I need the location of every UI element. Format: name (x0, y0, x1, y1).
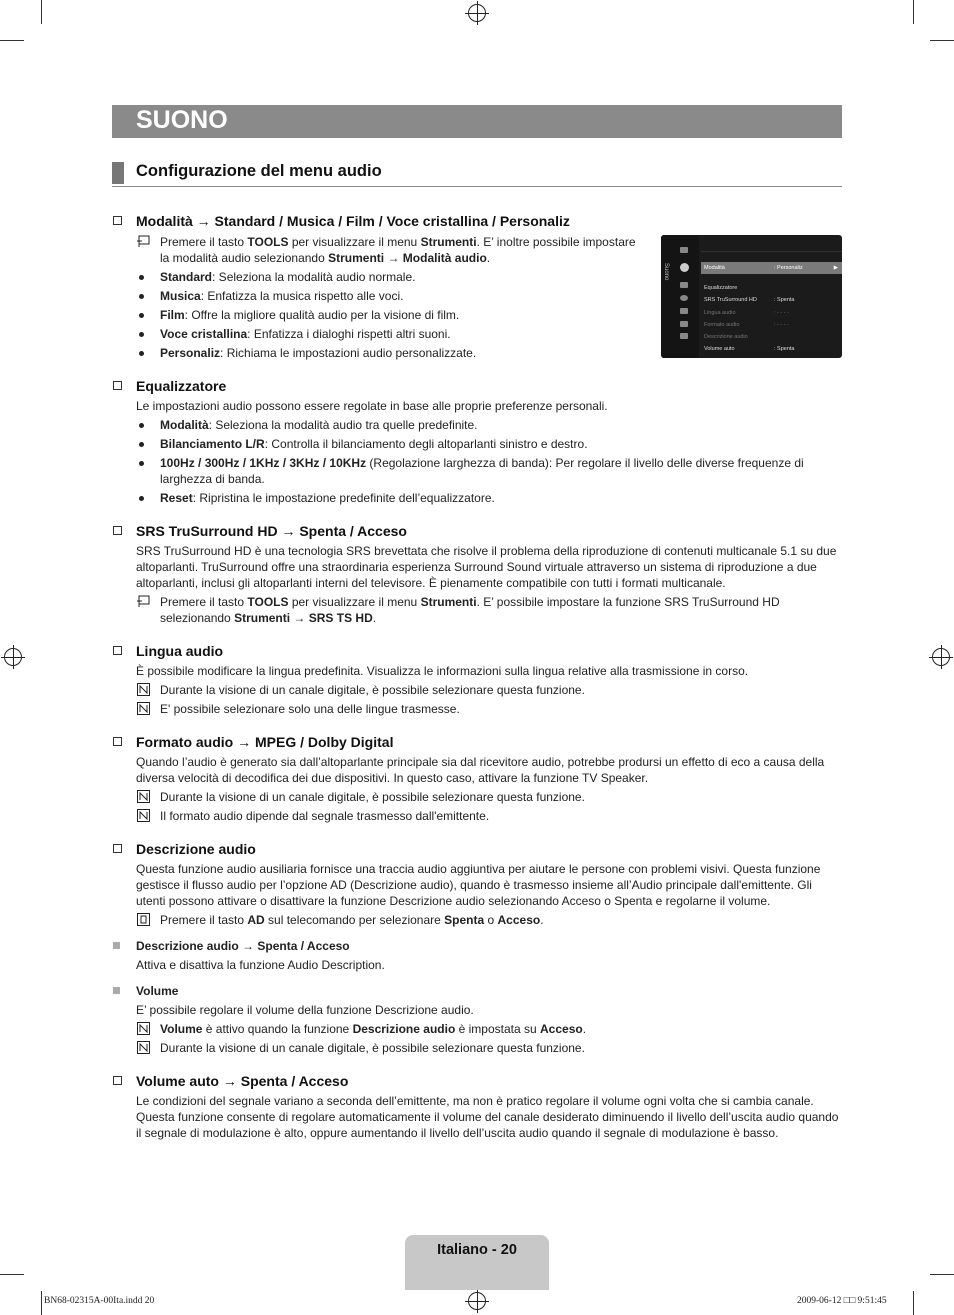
tools-note: Premere il tasto TOOLS per visualizzare il menu Strumenti. E’ inoltre possibile impostare la modalità audio selezionando Strumenti → Modalità audio. (112, 234, 648, 266)
registration-mark-icon (468, 1292, 486, 1310)
note-icon (137, 683, 150, 696)
paragraph: Attiva e disattiva la funzione Audio Description. (136, 958, 385, 972)
paragraph: E’ possibile regolare il volume della funzione Descrizione audio. (136, 1003, 474, 1017)
section-modalita (112, 212, 842, 361)
arrow-right-icon: ▶ (833, 265, 838, 271)
tools-note: Premere il tasto TOOLS per visualizzare il menu Strumenti. E’ possibile impostare la funzione SRS TruSurround HD selezionando Strumenti → SRS TS HD. (112, 594, 842, 626)
note-icon (137, 1022, 150, 1035)
tv-menu-row: Descrizione audio (704, 334, 748, 340)
note-item: Durante la visione di un canale digitale, è possibile selezionare questa funzione. (112, 682, 842, 698)
heading-formato: Formato audio → MPEG / Dolby Digital (112, 733, 842, 751)
note-icon (137, 790, 150, 803)
registration-mark-icon (468, 4, 486, 22)
section-lingua (112, 642, 842, 717)
note-item: Durante la visione di un canale digitale, è possibile selezionare questa funzione. (112, 789, 842, 805)
title-bar (112, 105, 842, 138)
tv-menu-row: Lingua audio : - - - - (704, 310, 789, 316)
section-descrizione (112, 840, 842, 1056)
tv-menu-row: Modalità : Personaliz ▶ (701, 262, 842, 274)
page-number-tab (405, 1235, 549, 1290)
list-item: Personaliz: Richiama le impostazioni audio personalizzate. (112, 345, 842, 361)
tv-menu-side-label: Suono (663, 263, 669, 281)
note-item: Durante la visione di un canale digitale, è possibile selezionare questa funzione. (112, 1040, 842, 1056)
registration-mark-icon (932, 648, 950, 666)
list-item: Musica: Enfatizza la musica rispetto alle voci. (112, 288, 842, 304)
tv-menu-row: Volume auto : Spenta (704, 346, 795, 352)
heading-volume-auto: Volume auto → Spenta / Acceso (112, 1072, 842, 1090)
paragraph: È possibile modificare la lingua predefinita. Visualizza le informazioni sulla lingua relative alla trasmissione in corso. (136, 664, 749, 678)
note-item: Il formato audio dipende dal segnale trasmesso dall'emittente. (112, 808, 842, 824)
note-icon (137, 702, 150, 715)
list-item: Reset: Ripristina le impostazione predefinite dell’equalizzatore. (112, 490, 842, 506)
tv-menu-row: Formato audio : - - - - (704, 322, 789, 328)
header-marker (112, 162, 124, 184)
note-item: Volume è attivo quando la funzione Descrizione audio è impostata su Acceso. (112, 1021, 842, 1037)
page-title: SUONO (136, 106, 228, 134)
footer-file: BN68-02315A-00Ita.indd 20 (44, 1296, 155, 1306)
list-item: Standard: Seleziona la modalità audio normale. (112, 269, 842, 285)
list-item: Modalità: Seleziona la modalità audio tra quelle predefinite. (112, 417, 842, 433)
paragraph: SRS TruSurround HD è una tecnologia SRS brevettata che risolve il problema della riproduzione di contenuti multicanale 5.1 su due altoparlanti. TruSurround offre una straordinaria esperienza Surround Sound virtuale attraverso un sistema di riproduzione a due altoparlanti, inclusi gli altoparlanti interni del televisore. È pienamente compatibile con tutti i formati multicanale. (136, 544, 837, 590)
remote-button-icon (137, 913, 150, 926)
list-item: Film: Offre la migliore qualità audio per la visione di film. (112, 307, 842, 323)
registration-mark-icon (4, 648, 22, 666)
main-content (112, 212, 842, 1141)
subheading: Descrizione audio → Spenta / Acceso (112, 938, 842, 954)
tv-menu-row: SRS TruSurround HD : Spenta (704, 297, 795, 303)
list-item: 100Hz / 300Hz / 1KHz / 3KHz / 10KHz (Regolazione larghezza di banda): Per regolare il livello delle diverse frequenze di larghezza di banda. (112, 455, 842, 487)
heading-lingua: Lingua audio (112, 642, 842, 660)
list-item: Bilanciamento L/R: Controlla il bilanciamento degli altoparlanti sinistro e destro. (112, 436, 842, 452)
paragraph: Questa funzione audio ausiliaria fornisce una traccia audio aggiuntiva per aiutare le persone con problemi visivi. Questa funzione gestisce il flusso audio per l’opzione AD (Descrizione audio), quando è trasmesso insieme all’Audio principale dall'emittente. Gli utenti possono attivare o disattivare la funzione Descrizione audio selezionando Acceso o Spenta e regolarne il volume. (136, 862, 821, 908)
paragraph: Le impostazioni audio possono essere regolate in base alle proprie preferenze personali. (136, 399, 608, 413)
note-icon (137, 809, 150, 822)
section-srs (112, 522, 842, 626)
tv-menu-row: Equalizzatore (704, 285, 738, 291)
section-volume-auto (112, 1072, 842, 1141)
note-icon (137, 1041, 150, 1054)
footer-datetime: 2009-06-12 □□ 9:51:45 (797, 1296, 887, 1306)
note-item: E' possibile selezionare solo una delle lingue trasmesse. (112, 701, 842, 717)
section-formato (112, 733, 842, 824)
heading-equalizzatore: Equalizzatore (112, 377, 842, 395)
heading-descrizione: Descrizione audio (112, 840, 842, 858)
heading-modalita: Modalità → Standard / Musica / Film / Voce cristallina / Personaliz (112, 212, 842, 230)
list-item: Voce cristallina: Enfatizza i dialoghi rispetti altri suoni. (112, 326, 842, 342)
section-header (112, 162, 842, 187)
paragraph: Quando l’audio è generato sia dall’altoparlante principale sia dal ricevitore audio, potrebbe prodursi un effetto di eco a causa della diversa velocità di decodifica dei due dispositivi. In questo caso, attivare la funzione TV Speaker. (136, 755, 825, 785)
paragraph: Le condizioni del segnale variano a seconda dell’emittente, ma non è pratico regolare il volume ogni volta che si cambia canale. Questa funzione consente di regolare automaticamente il volume del canale desiderato diminuendo il livello dell’uscita audio quando il segnale di modulazione è alto, oppure aumentando il livello dell’uscita audio quando il segnale di modulazione è basso. (136, 1094, 839, 1140)
tools-icon (137, 595, 150, 608)
subheading: Volume (112, 983, 842, 999)
tools-icon (137, 235, 150, 248)
remote-note: Premere il tasto AD sul telecomando per selezionare Spenta o Acceso. (112, 912, 842, 928)
section-title: Configurazione del menu audio (136, 162, 382, 180)
section-equalizzatore (112, 377, 842, 506)
heading-srs: SRS TruSurround HD → Spenta / Acceso (112, 522, 842, 540)
page-number: Italiano - 20 (437, 1242, 517, 1258)
